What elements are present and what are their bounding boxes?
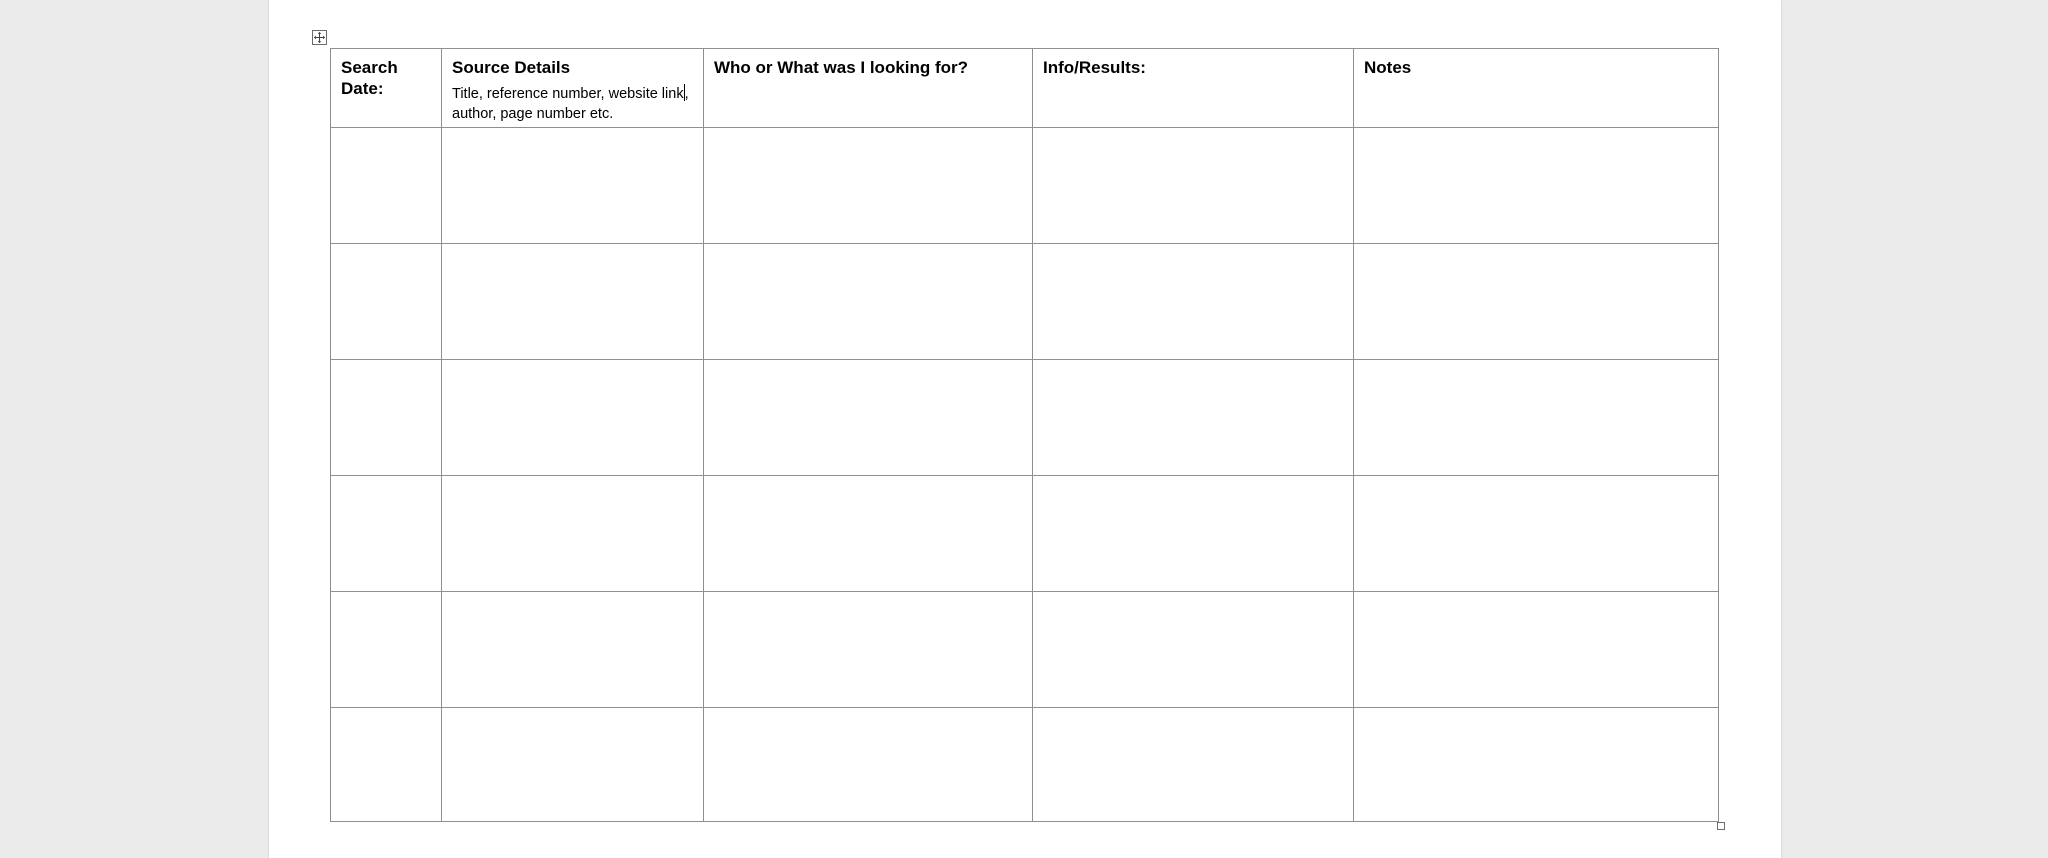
header-cell-info-results[interactable] [1033,49,1354,128]
table-cell[interactable] [442,360,704,476]
table-cell[interactable] [331,592,442,708]
table-cell[interactable] [331,708,442,822]
table-move-handle-icon[interactable] [312,30,327,45]
source-details-hint [452,84,693,124]
table-cell[interactable] [442,244,704,360]
table-cell[interactable] [1354,708,1719,822]
table-cell[interactable] [1354,476,1719,592]
table-cell[interactable] [1033,244,1354,360]
table-row [331,708,1719,822]
table-resize-handle[interactable] [1717,822,1725,830]
table-cell[interactable] [704,708,1033,822]
table-row [331,128,1719,244]
table-cell[interactable] [704,128,1033,244]
table-cell[interactable] [704,592,1033,708]
header-cell-notes[interactable] [1354,49,1719,128]
table-cell[interactable] [704,476,1033,592]
hint-text-before-cursor: Title, reference number, website link [452,86,684,102]
header-cell-search-date[interactable] [331,49,442,128]
table-cell[interactable] [1354,360,1719,476]
table-cell[interactable] [442,128,704,244]
table-row [331,360,1719,476]
header-notes: Notes [1364,58,1412,77]
table-cell[interactable] [1033,708,1354,822]
header-info-results: Info/Results: [1043,58,1146,77]
table-cell[interactable] [1354,592,1719,708]
table-cell[interactable] [331,360,442,476]
table-cell[interactable] [704,360,1033,476]
header-source-details: Source Details [452,58,571,77]
table-cell[interactable] [442,592,704,708]
research-log-table [330,48,1719,822]
header-cell-who-or-what[interactable] [704,49,1033,128]
table-cell[interactable] [1033,476,1354,592]
table-cell[interactable] [442,708,704,822]
table-cell[interactable] [331,244,442,360]
table-cell[interactable] [1033,592,1354,708]
table-cell[interactable] [1033,360,1354,476]
table-cell[interactable] [331,128,442,244]
table-cell[interactable] [1354,244,1719,360]
table-cell[interactable] [442,476,704,592]
table-cell[interactable] [1033,128,1354,244]
table-cell[interactable] [704,244,1033,360]
table-cell[interactable] [1354,128,1719,244]
move-arrows-icon [313,31,326,44]
hint-text-after-cursor: , author, page number etc. [452,86,689,122]
header-cell-source-details[interactable] [442,49,704,128]
header-who-or-what: Who or What was I looking for? [714,58,969,77]
header-search-date: Search Date: [341,58,398,98]
table-row [331,476,1719,592]
table-header-row [331,49,1719,128]
table-row [331,244,1719,360]
table-row [331,592,1719,708]
table-cell[interactable] [331,476,442,592]
